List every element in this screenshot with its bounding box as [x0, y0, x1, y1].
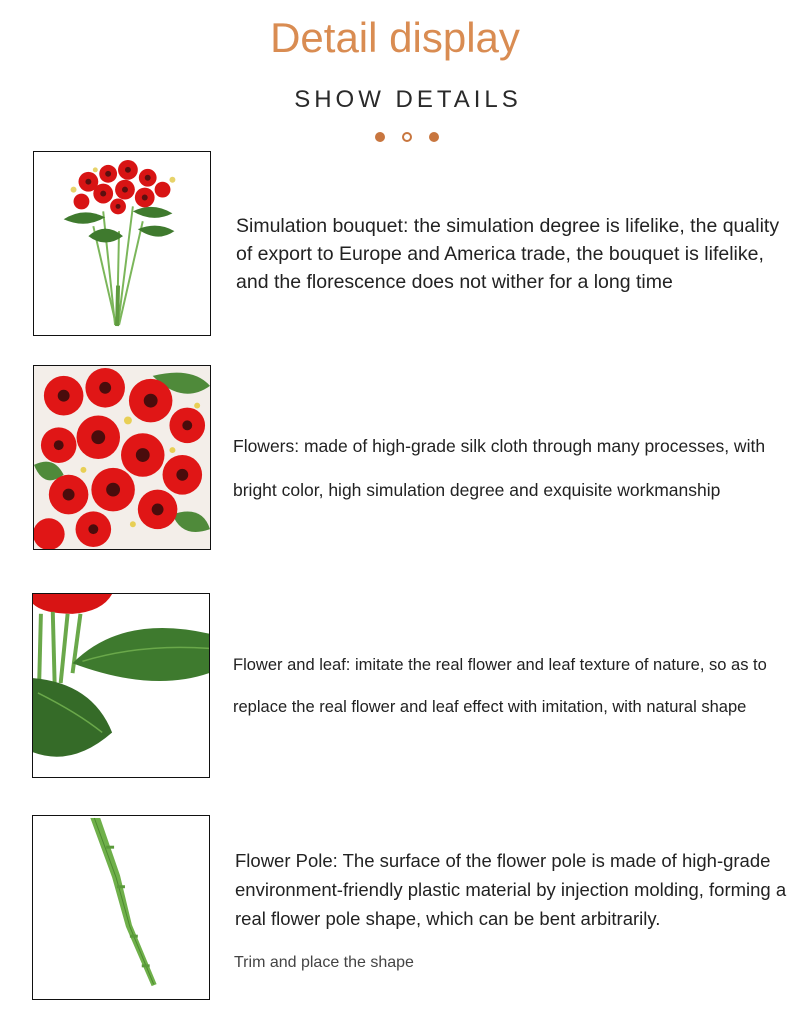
- detail-text-leaf: Flower and leaf: imitate the real flower and leaf texture of nature, so as to replace the real flower and leaf effect with imitation, with natural shape: [233, 656, 767, 716]
- dot-icon: [429, 132, 439, 142]
- flowers-closeup-photo: [33, 365, 211, 550]
- detail-text-flowers: Flowers: made of high-grade silk cloth through many processes, with bright color, high simulation degree and exquisite workmanship: [233, 436, 766, 500]
- flower-pole-photo: [32, 815, 210, 1000]
- red-flower-icon: [74, 160, 171, 214]
- dot-icon: [375, 132, 385, 142]
- dot-icon: [402, 132, 412, 142]
- detail-text-bouquet: Simulation bouquet: the simulation degree is lifelike, the quality of export to Europe and America trade, the bouquet is lifelike, and the florescence does not wither for a long time: [236, 215, 780, 293]
- detail-note-pole: Trim and place the shape: [234, 954, 414, 971]
- leaf-closeup-photo: [32, 593, 210, 778]
- page-title: Detail display: [270, 14, 520, 61]
- bouquet-photo: [33, 151, 211, 336]
- page-subtitle: SHOW DETAILS: [294, 86, 522, 113]
- dots-divider: [373, 132, 443, 144]
- detail-text-pole: Flower Pole: The surface of the flower pole is made of high-grade environment-friendly plastic material by injection molding, forming a real flower pole shape, which can be bent arbitrarily.: [235, 850, 787, 929]
